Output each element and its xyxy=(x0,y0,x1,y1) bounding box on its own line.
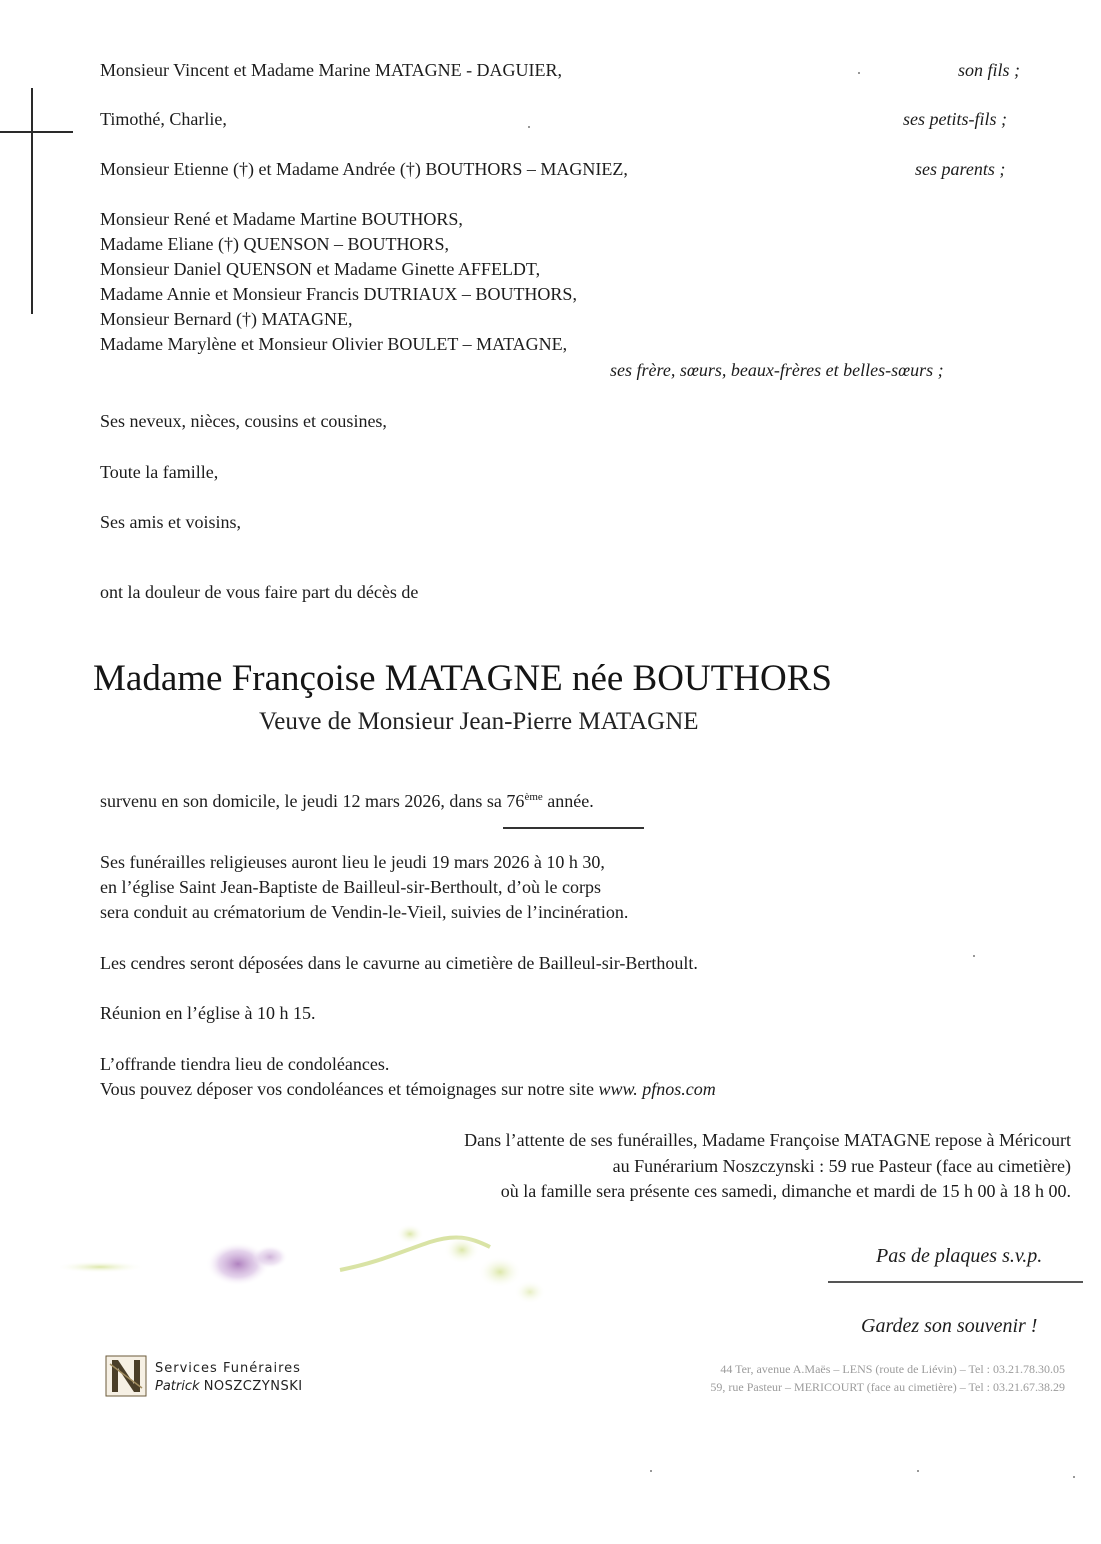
website-link[interactable]: www. pfnos.com xyxy=(598,1079,716,1099)
company-logo xyxy=(104,1354,148,1398)
company-first-name: Patrick xyxy=(155,1379,200,1394)
sibling-2: Madame Eliane (†) QUENSON – BOUTHORS, xyxy=(100,234,449,254)
cross-vertical-bar xyxy=(31,88,33,314)
deceased-name: Madame Françoise MATAGNE née BOUTHORS xyxy=(93,658,832,699)
family-line-grandsons: Timothé, Charlie, xyxy=(100,109,227,129)
scan-speck xyxy=(858,72,860,74)
announcement-line: ont la douleur de vous faire part du décès de xyxy=(100,582,419,602)
offering-line: L’offrande tiendra lieu de condoléances. xyxy=(100,1054,390,1074)
family-line-son: Monsieur Vincent et Madame Marine MATAGNE - DAGUIER, xyxy=(100,60,563,80)
sibling-3: Monsieur Daniel QUENSON et Madame Ginette AFFELDT, xyxy=(100,259,541,279)
funeral-line-2: en l’église Saint Jean-Baptiste de Bailleul-sir-Berthoult, d’où le corps xyxy=(100,877,602,897)
remember-text: Gardez son souvenir ! xyxy=(861,1315,1038,1337)
family-line-parents: Monsieur Etienne (†) et Madame Andrée (†) BOUTHORS – MAGNIEZ, xyxy=(100,159,628,179)
funeral-line-3: sera conduit au crématorium de Vendin-le-Vieil, suivies de l’incinération. xyxy=(100,902,629,922)
logo-emblem xyxy=(104,1354,148,1398)
rest-line-3: où la famille sera présente ces samedi, dimanche et mardi de 15 h 00 à 18 h 00. xyxy=(500,1181,1071,1201)
condolences-line xyxy=(100,1077,716,1102)
role-siblings: ses frère, sœurs, beaux-frères et belles-sœurs ; xyxy=(610,360,944,380)
role-grandsons: ses petits-fils ; xyxy=(903,109,1007,129)
rest-line-1: Dans l’attente de ses funérailles, Madame Françoise MATAGNE repose à Méricourt xyxy=(464,1130,1071,1150)
condolences-text: Vous pouvez déposer vos condoléances et témoignages sur notre site xyxy=(100,1079,599,1099)
meeting-line: Réunion en l’église à 10 h 15. xyxy=(100,1003,316,1023)
address-lens: 44 Ter, avenue A.Maës – LENS (route de Liévin) – Tel : 03.21.78.30.05 xyxy=(720,1362,1065,1376)
company-last-name: NOSZCZYNSKI xyxy=(203,1379,303,1394)
scan-speck xyxy=(528,126,530,128)
nephews-line: Ses neveux, nièces, cousins et cousines, xyxy=(100,411,387,431)
role-son: son fils ; xyxy=(958,60,1021,80)
bud-3 xyxy=(478,1256,522,1288)
leaf-shape xyxy=(60,1261,145,1273)
scan-speck xyxy=(1073,1476,1075,1478)
company-name-line1: Services Funéraires xyxy=(155,1361,301,1376)
scan-speck xyxy=(973,955,975,957)
death-text-end: année. xyxy=(542,791,594,811)
rest-line-2: au Funérarium Noszczynski : 59 rue Pasteur (face au cimetière) xyxy=(612,1156,1071,1176)
scan-speck xyxy=(650,1470,652,1472)
sibling-1: Monsieur René et Madame Martine BOUTHORS, xyxy=(100,209,463,229)
sibling-4: Madame Annie et Monsieur Francis DUTRIAUX – BOUTHORS, xyxy=(100,284,577,304)
friends-line: Ses amis et voisins, xyxy=(100,512,242,532)
cross-horizontal-bar xyxy=(0,131,73,133)
signature-rule xyxy=(828,1281,1083,1283)
widow-of-line: Veuve de Monsieur Jean-Pierre MATAGNE xyxy=(259,708,699,735)
company-name-line2 xyxy=(155,1378,303,1396)
orchid-decoration xyxy=(60,1212,560,1322)
orchid-petal xyxy=(252,1245,288,1269)
bud-4 xyxy=(514,1280,546,1304)
bud-1 xyxy=(396,1224,424,1244)
role-parents: ses parents ; xyxy=(915,159,1006,179)
funeral-line-1: Ses funérailles religieuses auront lieu le jeudi 19 mars 2026 à 10 h 30, xyxy=(100,852,605,872)
scan-speck xyxy=(917,1470,919,1472)
ashes-line: Les cendres seront déposées dans le cavurne au cimetière de Bailleul-sir-Berthoult. xyxy=(100,953,698,973)
death-superscript: ème xyxy=(524,791,543,803)
death-line xyxy=(100,785,594,814)
no-plaques-text: Pas de plaques s.v.p. xyxy=(876,1245,1043,1267)
death-text: survenu en son domicile, le jeudi 12 mars 2026, dans sa 76 xyxy=(100,791,525,811)
all-family-line: Toute la famille, xyxy=(100,462,219,482)
separator-rule xyxy=(503,827,644,829)
bud-2 xyxy=(444,1236,480,1264)
sibling-5: Monsieur Bernard (†) MATAGNE, xyxy=(100,309,353,329)
address-mericourt: 59, rue Pasteur – MERICOURT (face au cimetière) – Tel : 03.21.67.38.29 xyxy=(710,1380,1065,1394)
sibling-6: Madame Marylène et Monsieur Olivier BOULET – MATAGNE, xyxy=(100,334,568,354)
